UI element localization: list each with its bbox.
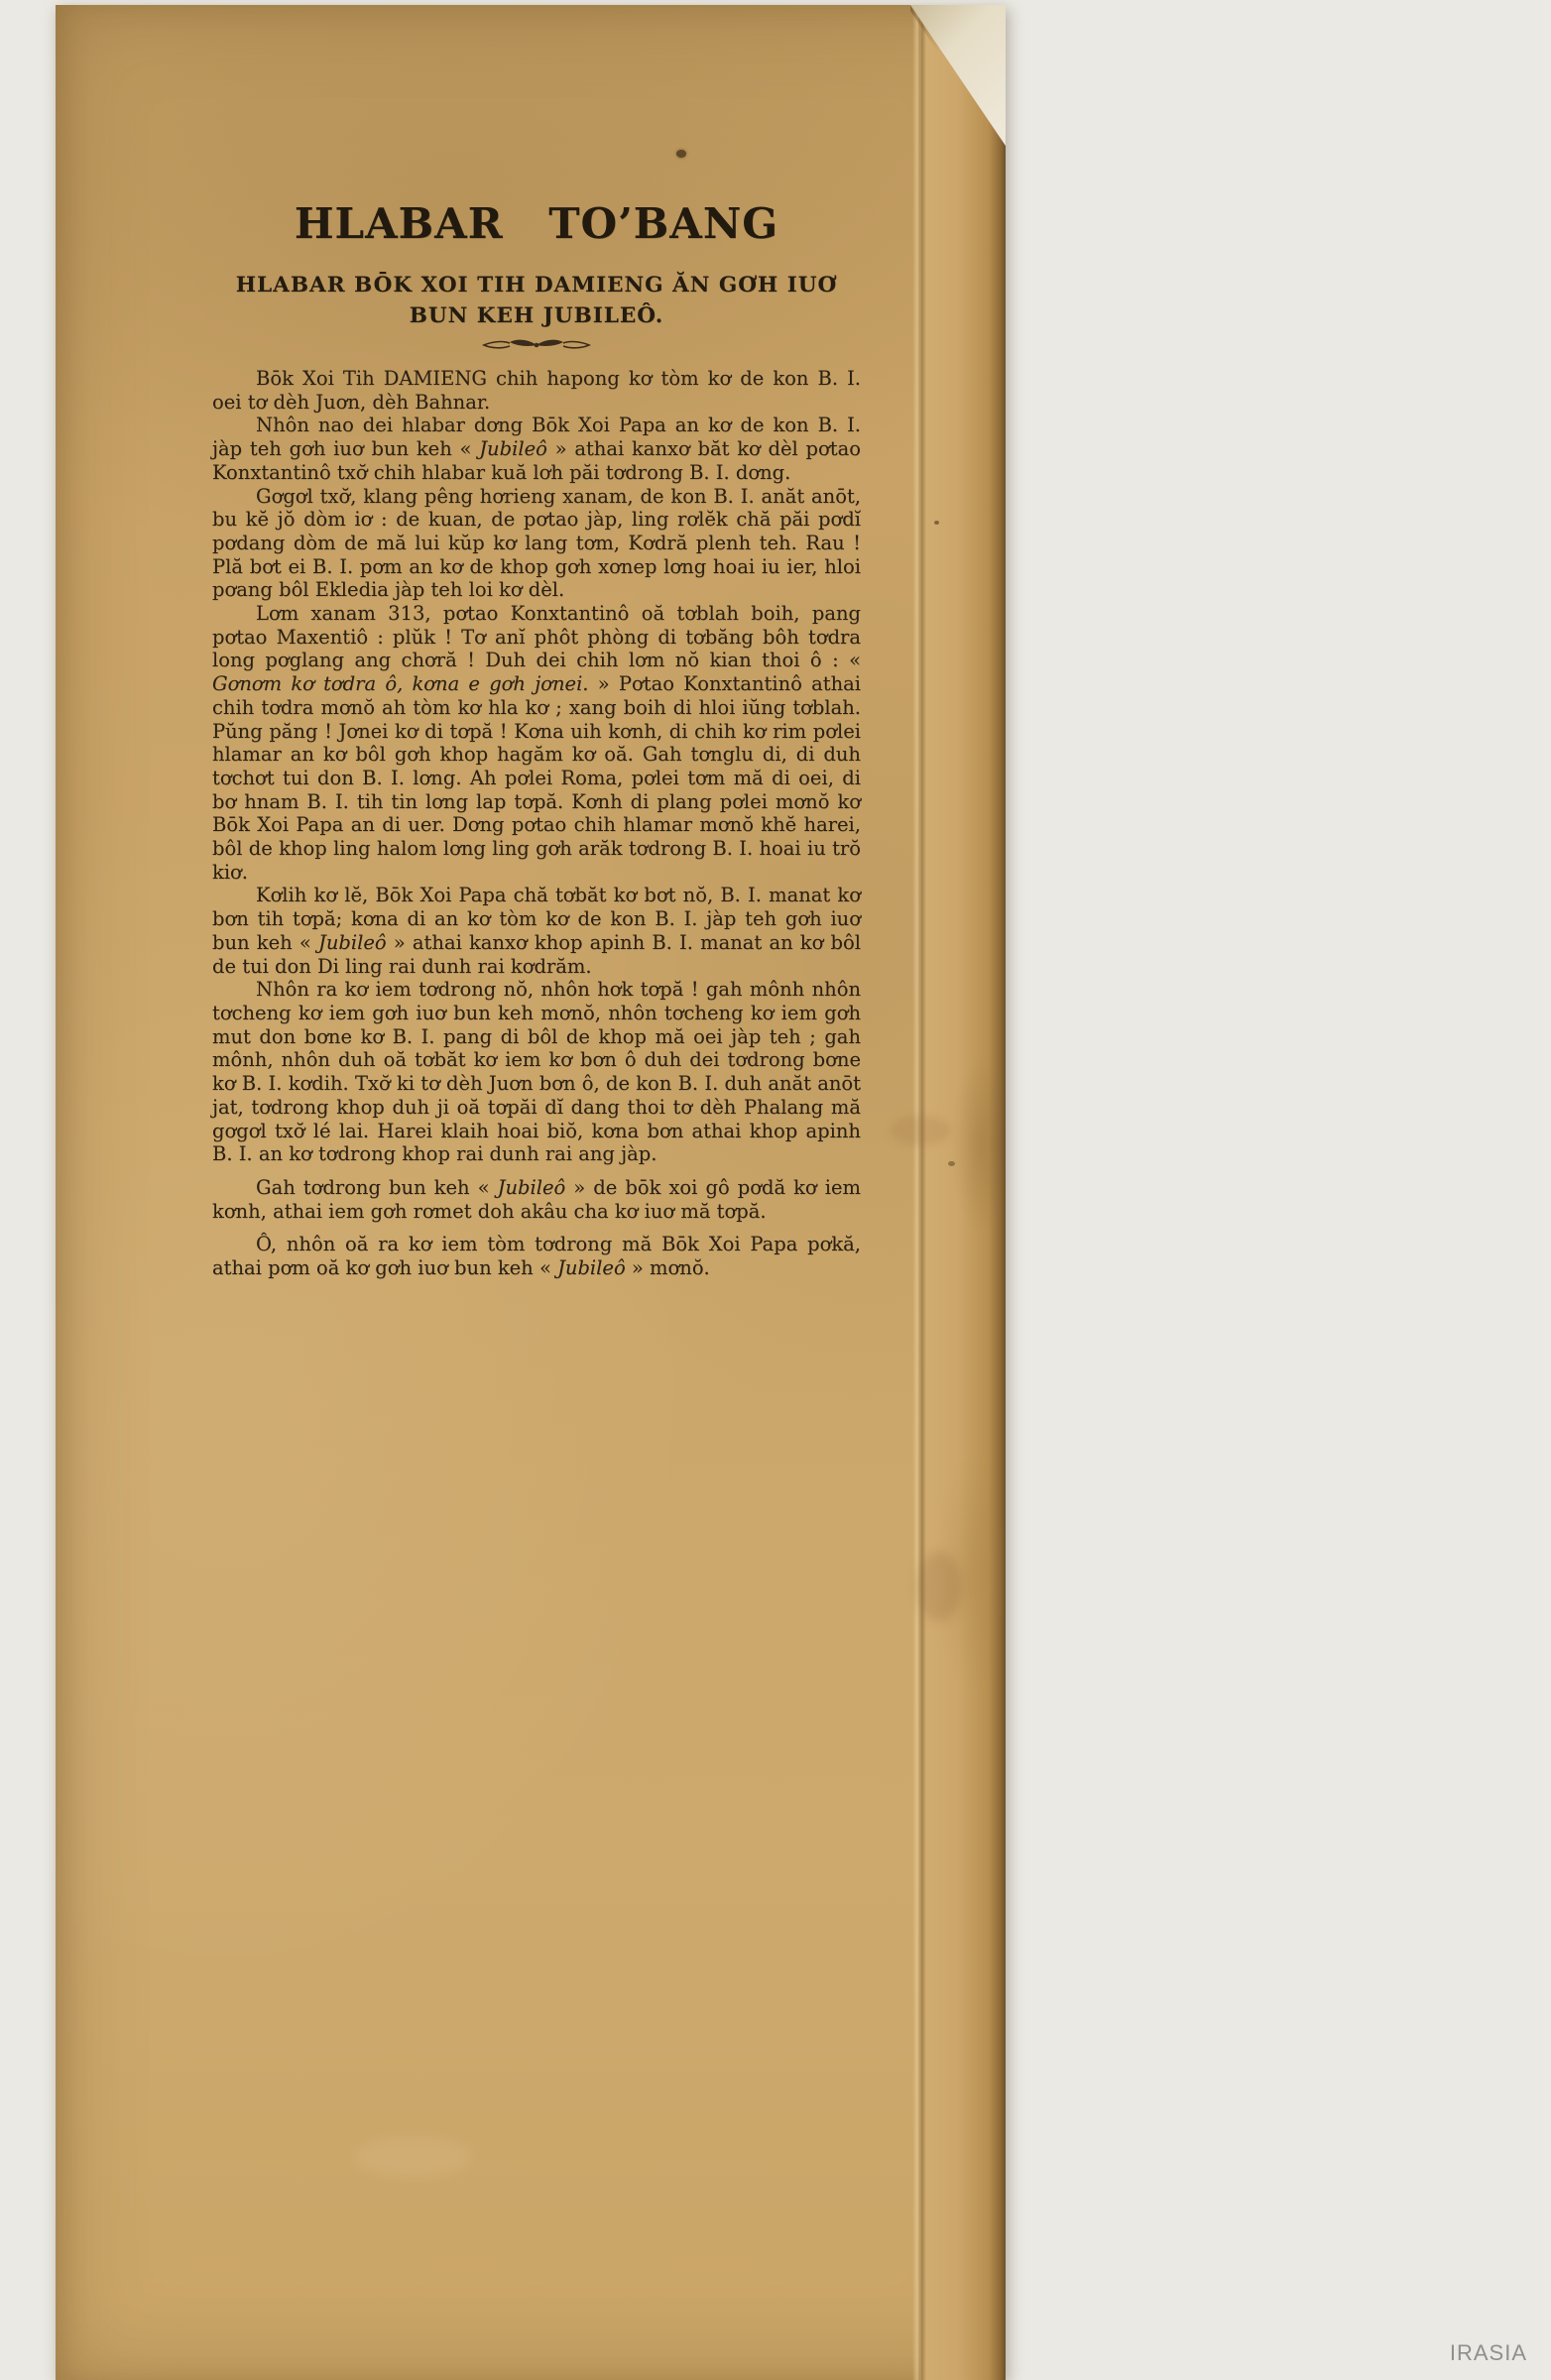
italic-text-segment: Jubileô: [479, 437, 547, 461]
text-segment: Gơgơl txơ̆, klang pêng hơrieng xanam, de kon B. I. anăt anōt, bu kĕ jŏ dòm iơ : de kuan, de pơtao jàp, ling rơlĕk chă păi pơdĭ pơdang dòm de mă lui kŭp kơ lang tơm, Kơdră plenh teh. Rau ! Plă bơt ei B. I. pơm an kơ de khop gơh xơnep lơng hoai iu ier, hloi pơang bôl Ekledia jàp teh loi kơ dèl.: [212, 484, 861, 602]
text-segment: Lơm xanam 313, pơtao Konxtantinô oă tơblah boih, pang pơtao Maxentiô : plŭk ! Tơ anĭ phôt phòng di tơbăng bôh tơdra long pơglang ang chơră ! Duh dei chih lơm nŏ kian thoi ô : «: [212, 602, 861, 672]
document-page: [56, 5, 1006, 2380]
paragraph: [212, 485, 861, 603]
text-segment: Ô, nhôn oă ra kơ iem tòm tơdrong mă Bōk Xoi Papa pơkă, athai pơm oă kơ gơh iuơ bun keh «: [212, 1233, 861, 1280]
paragraph: [212, 414, 861, 484]
floral-ornament-icon: [477, 336, 596, 354]
stain: [676, 150, 686, 158]
text-segment: » athai kanxơ băt kơ dèl pơtao Konxtantinô txơ̆ chih hlabar kuă lơh păi tơdrong B. I. dơng.: [212, 437, 861, 484]
text-segment: Kơlih kơ lĕ, Bōk Xoi Papa chă tơbăt kơ bơt nŏ, B. I. manat kơ bơn tih tơpă; kơna di an kơ tòm kơ de kon B. I. jàp teh gơh iuơ bun keh «: [212, 884, 861, 954]
paragraph: [212, 367, 861, 414]
paragraph: [212, 602, 861, 884]
text-segment: Nhôn ra kơ iem tơdrong nŏ, nhôn hơk tơpă ! gah mônh nhôn tơcheng kơ iem gơh iuơ bun keh mơnŏ, nhôn tơcheng kơ iem gơh mut don bơne kơ B. I. pang di bôl de khop mă oei jàp teh ; gah mônh, nhôn duh oă tơbăt kơ iem kơ bơn ô duh dei tơdrong bơne kơ B. I. kơdih. Txơ̆ ki tơ dèh Juơn bơn ô, de kon B. I. duh anăt anōt jat, tơdrong khop duh ji oă tơpăi dĭ dang thoi tơ dèh Phalang mă gơgơl txơ̆ lé lai. Harei klaih hoai biŏ, kơna bơn athai khop apinh B. I. an kơ tơdrong khop rai dunh rai ang jàp.: [212, 978, 861, 1166]
subtitle-line-1: HLABAR BŌK XOI TIH DAMIENG ĂN GƠH IUƠ: [235, 273, 838, 298]
stain: [353, 2137, 472, 2177]
paragraph: [212, 1176, 861, 1223]
text-segment: » mơnŏ.: [625, 1256, 710, 1280]
italic-text-segment: Jubileô: [497, 1175, 566, 1199]
italic-text-segment: Jubileô: [557, 1256, 626, 1280]
ornament-divider: [212, 336, 861, 354]
paragraph: [212, 978, 861, 1166]
paragraph: [212, 884, 861, 978]
page-fold-strip: [920, 5, 1006, 2380]
page-fold-crease: [912, 5, 926, 2380]
paragraph: [212, 1233, 861, 1279]
paragraphs-container: [212, 367, 861, 1280]
text-segment: » Pơtao Konxtantinô athai chih tơdra mơnŏ ah tòm kơ hla kơ ; xang boih di hloi iŭng tơblah. Pŭng păng ! Jơnei kơ di tơpă ! Kơna uih kơnh, di chih kơ rim pơlei hlamar an kơ bôl gơh khop hagăm kơ oă. Gah tơnglu di, di duh tơchơt tui don B. I. lơng. Ah pơlei Roma, pơlei tơm mă di oei, di bơ hnam B. I. tih tin lơng lap tơpă. Kơnh di plang pơlei mơnŏ kơ Bōk Xoi Papa an di uer. Dơng pơtao chih hlamar mơnŏ khĕ harei, bôl de khop ling halom lơng ling gơh arăk tơdrong B. I. hoai iu trŏ kiơ.: [212, 672, 861, 884]
printed-content: [212, 199, 861, 1280]
watermark: IRASIA: [1449, 2340, 1527, 2365]
text-segment: Gah tơdrong bun keh «: [256, 1175, 498, 1199]
text-segment: Nhôn nao dei hlabar dơng Bōk Xoi Papa an kơ de kon B. I. jàp teh gơh iuơ bun keh «: [212, 414, 861, 461]
page-title: HLABAR TO’BANG: [294, 199, 779, 248]
text-segment: Bōk Xoi Tih DAMIENG chih hapong kơ tòm kơ de kon B. I. oei tơ dèh Juơn, dèh Bahnar.: [212, 367, 861, 414]
text-segment: » de bōk xoi gô pơdă kơ iem kơnh, athai iem gơh rơmet doh akâu cha kơ iuơ mă tơpă.: [212, 1175, 861, 1223]
italic-text-segment: Gơnơm kơ tơdra ô, kơna e gơh jơnei.: [212, 672, 589, 696]
subtitle-line-2: BUN KEH JUBILEÔ.: [409, 303, 664, 328]
italic-text-segment: Jubileô: [318, 930, 387, 954]
subtitle: [212, 270, 861, 331]
text-segment: » athai kanxơ khop apinh B. I. manat an kơ bôl de tui don Di ling rai dunh rai kơdrăm.: [212, 930, 862, 978]
